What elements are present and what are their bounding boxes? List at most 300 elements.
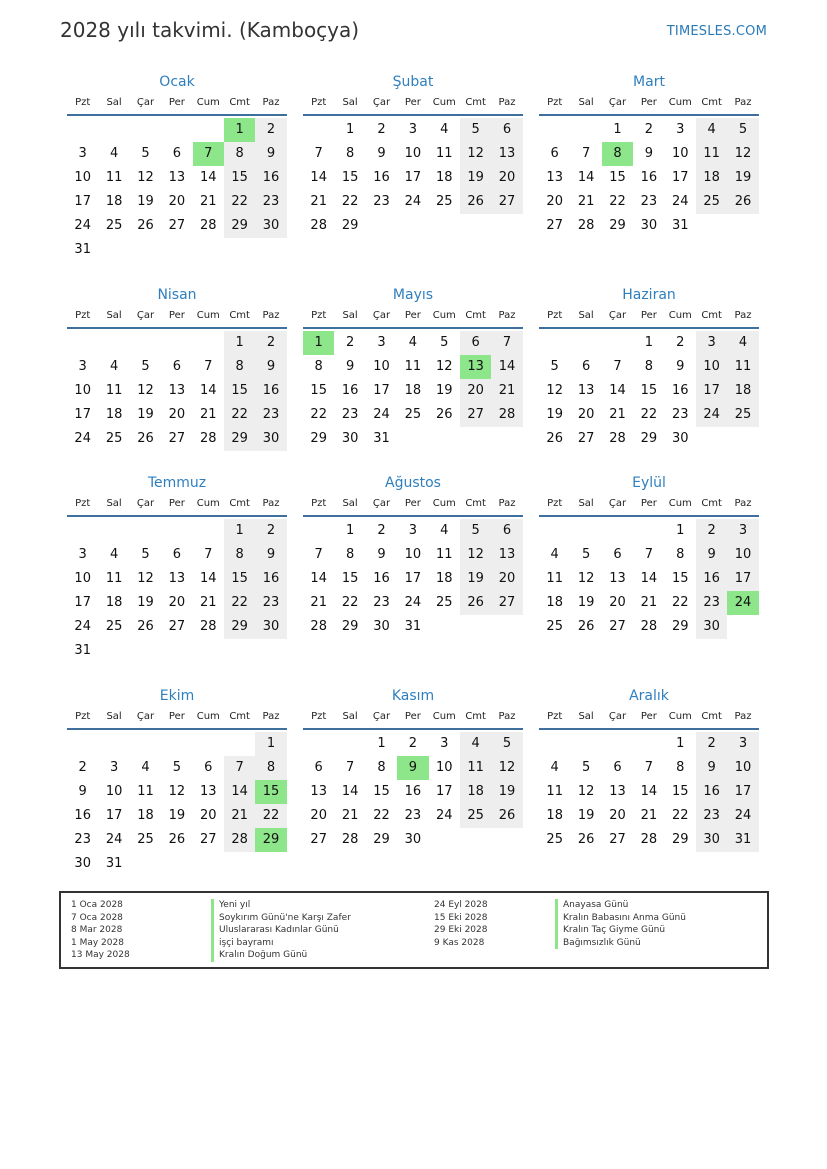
weekday-label: Cum (196, 97, 220, 108)
weekday-header (67, 305, 287, 329)
weekday-label: Sal (106, 711, 122, 722)
weekday-label: Cmt (229, 310, 250, 321)
day-cell: 10 (671, 146, 689, 161)
weekday-label: Sal (106, 97, 122, 108)
day-cell: 4 (550, 547, 559, 562)
month-name: Aralık (629, 688, 669, 704)
weekday-label: Paz (734, 711, 752, 722)
day-cell: 20 (460, 379, 491, 403)
day-cell: 28 (199, 218, 217, 233)
weekday-label: Pzt (311, 310, 327, 321)
holiday-day-cell: 8 (602, 142, 633, 166)
day-cell: 1 (644, 335, 653, 350)
day-cell: 13 (546, 170, 563, 185)
day-cell: 31 (671, 218, 689, 233)
day-cell: 13 (609, 571, 626, 586)
day-cell: 17 (696, 379, 727, 403)
day-cell: 21 (224, 804, 255, 828)
day-cell: 21 (199, 194, 217, 209)
weekday-label: Paz (734, 498, 752, 509)
empty-cell (633, 732, 664, 756)
legend-right-dates (434, 899, 488, 949)
empty-cell (334, 732, 365, 756)
day-cell: 18 (546, 595, 563, 610)
weekday-label: Çar (136, 711, 155, 722)
weekday-label: Çar (608, 711, 627, 722)
day-cell: 11 (546, 571, 563, 586)
day-cell: 24 (105, 832, 123, 847)
month-calendar (539, 473, 759, 639)
empty-cell (67, 331, 98, 355)
day-cell: 11 (696, 142, 727, 166)
day-cell: 3 (377, 335, 386, 350)
day-cell: 29 (310, 431, 327, 446)
day-cell: 20 (609, 595, 626, 610)
day-cell: 27 (168, 218, 186, 233)
weekday-label: Per (404, 711, 421, 722)
day-cell: 11 (435, 547, 453, 562)
day-cell: 17 (74, 194, 91, 209)
month-name: Mayıs (392, 287, 434, 303)
day-cell: 5 (141, 359, 150, 374)
day-cell: 23 (255, 403, 286, 427)
day-cell: 17 (74, 407, 91, 422)
weekday-label: Per (640, 97, 657, 108)
day-cell: 2 (377, 523, 386, 538)
month-calendar (67, 285, 287, 451)
day-cell: 19 (577, 808, 595, 823)
weekday-label: Cmt (701, 711, 722, 722)
day-cell: 26 (546, 431, 563, 446)
weekday-header (67, 493, 287, 517)
holiday-name: işçi bayramı (211, 937, 351, 950)
day-cell: 6 (550, 146, 559, 161)
day-cell: 12 (577, 571, 595, 586)
weekday-label: Cmt (465, 498, 486, 509)
day-cell: 15 (224, 379, 255, 403)
day-cell: 3 (440, 736, 449, 751)
empty-cell (130, 118, 161, 142)
day-cell: 8 (314, 359, 323, 374)
empty-cell (602, 519, 633, 543)
day-cell: 27 (491, 190, 522, 214)
day-cell: 17 (105, 808, 123, 823)
month-name: Ekim (159, 688, 195, 704)
day-cell: 16 (373, 170, 390, 185)
empty-cell (303, 519, 334, 543)
day-grid (67, 118, 287, 262)
day-cell: 27 (609, 832, 626, 847)
weekday-label: Pzt (311, 498, 327, 509)
day-cell: 14 (577, 170, 595, 185)
day-cell: 23 (696, 804, 727, 828)
month-calendar (539, 72, 759, 238)
month-calendar (303, 686, 523, 852)
day-cell: 22 (341, 595, 359, 610)
day-cell: 10 (404, 547, 422, 562)
day-cell: 3 (408, 523, 417, 538)
day-cell: 14 (341, 784, 359, 799)
day-cell: 11 (404, 359, 422, 374)
day-cell: 6 (172, 547, 181, 562)
empty-cell (539, 331, 570, 355)
day-cell: 13 (168, 170, 186, 185)
day-cell: 2 (255, 118, 286, 142)
day-cell: 16 (696, 567, 727, 591)
day-cell: 8 (255, 756, 286, 780)
weekday-label: Pzt (75, 711, 91, 722)
empty-cell (161, 118, 192, 142)
day-cell: 1 (676, 736, 685, 751)
weekday-label: Cum (196, 498, 220, 509)
day-cell: 9 (255, 142, 286, 166)
day-cell: 6 (613, 547, 622, 562)
day-cell: 17 (74, 595, 91, 610)
day-cell: 30 (255, 427, 286, 451)
day-cell: 25 (696, 190, 727, 214)
weekday-label: Cmt (229, 711, 250, 722)
day-cell: 15 (373, 784, 390, 799)
weekday-label: Per (168, 310, 185, 321)
day-cell: 4 (440, 523, 449, 538)
day-cell: 9 (255, 355, 286, 379)
day-cell: 24 (74, 218, 91, 233)
day-cell: 26 (137, 619, 154, 634)
day-cell: 10 (74, 383, 91, 398)
day-cell: 23 (341, 407, 359, 422)
day-cell: 10 (373, 359, 390, 374)
day-cell: 19 (546, 407, 563, 422)
day-cell: 19 (491, 780, 522, 804)
day-cell: 5 (141, 547, 150, 562)
day-cell: 23 (74, 832, 91, 847)
day-cell: 31 (727, 828, 758, 852)
day-grid (67, 331, 287, 451)
day-cell: 17 (671, 170, 689, 185)
holiday-day-cell: 15 (255, 780, 286, 804)
day-cell: 12 (168, 784, 186, 799)
day-cell: 24 (74, 431, 91, 446)
day-cell: 1 (613, 122, 622, 137)
empty-cell (224, 732, 255, 756)
day-cell: 8 (345, 146, 355, 161)
month-calendar (539, 285, 759, 451)
weekday-label: Çar (372, 310, 391, 321)
holiday-name: Bağımsızlık Günü (555, 937, 686, 950)
empty-cell (570, 519, 601, 543)
day-cell: 18 (404, 383, 422, 398)
weekday-label: Cmt (465, 310, 486, 321)
day-cell: 25 (435, 194, 453, 209)
day-cell: 3 (78, 146, 87, 161)
day-cell: 25 (105, 619, 123, 634)
day-cell: 17 (404, 170, 422, 185)
day-cell: 30 (696, 615, 727, 639)
day-cell: 25 (105, 431, 123, 446)
day-cell: 19 (137, 194, 154, 209)
day-cell: 19 (168, 808, 186, 823)
day-cell: 19 (137, 407, 154, 422)
day-cell: 19 (727, 166, 758, 190)
day-cell: 16 (341, 383, 359, 398)
day-cell: 20 (491, 567, 522, 591)
day-cell: 19 (460, 166, 491, 190)
day-cell: 15 (671, 784, 689, 799)
page-title: 2028 yılı takvimi. (Kamboçya) (60, 18, 360, 42)
day-cell: 2 (696, 732, 727, 756)
day-cell: 20 (310, 808, 327, 823)
day-cell: 16 (255, 166, 286, 190)
day-cell: 24 (671, 194, 689, 209)
day-cell: 22 (373, 808, 390, 823)
weekday-label: Cmt (229, 97, 250, 108)
legend-left-names (211, 899, 351, 962)
day-cell: 10 (74, 170, 91, 185)
day-cell: 5 (550, 359, 559, 374)
day-cell: 28 (609, 431, 626, 446)
day-cell: 2 (345, 335, 355, 350)
weekday-header (539, 305, 759, 329)
day-cell: 23 (696, 591, 727, 615)
day-cell: 29 (609, 218, 626, 233)
holiday-day-cell: 1 (224, 118, 255, 142)
day-cell: 5 (440, 335, 449, 350)
day-cell: 9 (644, 146, 653, 161)
holiday-name: Uluslararası Kadınlar Günü (211, 924, 351, 937)
day-cell: 15 (671, 571, 689, 586)
day-cell: 18 (435, 170, 453, 185)
day-cell: 4 (408, 335, 417, 350)
day-cell: 7 (581, 146, 591, 161)
day-cell: 21 (199, 595, 217, 610)
day-cell: 4 (109, 359, 119, 374)
day-cell: 29 (373, 832, 390, 847)
day-cell: 11 (105, 170, 123, 185)
day-cell: 4 (550, 760, 559, 775)
day-cell: 15 (609, 170, 626, 185)
holiday-name: Soykırım Günü'ne Karşı Zafer (211, 912, 351, 925)
holiday-date: 13 May 2028 (71, 950, 130, 960)
day-cell: 11 (105, 571, 123, 586)
holiday-name: Kralın Doğum Günü (211, 949, 351, 962)
day-cell: 27 (310, 832, 327, 847)
day-cell: 20 (546, 194, 563, 209)
legend-right-names (555, 899, 686, 949)
day-cell: 30 (696, 828, 727, 852)
day-cell: 18 (105, 194, 123, 209)
day-cell: 15 (341, 170, 359, 185)
day-cell: 26 (577, 832, 595, 847)
weekday-label: Cum (668, 498, 692, 509)
empty-cell (161, 519, 192, 543)
day-cell: 31 (74, 242, 91, 257)
weekday-label: Cmt (229, 498, 250, 509)
day-cell: 7 (613, 359, 622, 374)
day-cell: 3 (696, 331, 727, 355)
day-cell: 23 (671, 407, 689, 422)
day-cell: 15 (224, 567, 255, 591)
empty-cell (193, 519, 224, 543)
holiday-day-cell: 1 (303, 331, 334, 355)
day-cell: 25 (546, 832, 563, 847)
day-cell: 28 (577, 218, 595, 233)
weekday-label: Sal (578, 310, 594, 321)
day-cell: 29 (341, 619, 359, 634)
day-cell: 2 (377, 122, 386, 137)
day-cell: 21 (491, 379, 522, 403)
day-cell: 1 (224, 519, 255, 543)
empty-cell (193, 732, 224, 756)
weekday-label: Sal (578, 498, 594, 509)
day-cell: 8 (345, 547, 355, 562)
weekday-label: Cum (196, 310, 220, 321)
day-cell: 9 (696, 543, 727, 567)
day-cell: 14 (199, 571, 217, 586)
day-cell: 30 (255, 214, 286, 238)
month-name: Kasım (391, 688, 435, 704)
month-name: Haziran (622, 287, 676, 303)
day-cell: 6 (491, 519, 522, 543)
day-cell: 3 (78, 359, 87, 374)
day-grid (539, 118, 759, 238)
day-cell: 13 (310, 784, 327, 799)
day-cell: 3 (408, 122, 417, 137)
month-calendar (67, 686, 287, 876)
weekday-label: Paz (498, 310, 516, 321)
day-cell: 9 (255, 543, 286, 567)
weekday-label: Sal (578, 711, 594, 722)
day-cell: 25 (546, 619, 563, 634)
day-cell: 12 (137, 170, 154, 185)
weekday-label: Pzt (75, 97, 91, 108)
day-cell: 26 (137, 431, 154, 446)
month-calendar (303, 72, 523, 238)
month-calendar (303, 285, 523, 451)
weekday-label: Çar (136, 310, 155, 321)
day-cell: 18 (435, 571, 453, 586)
day-cell: 20 (491, 166, 522, 190)
day-grid (67, 519, 287, 663)
day-cell: 26 (435, 407, 453, 422)
day-cell: 13 (491, 142, 522, 166)
holiday-legend (59, 891, 769, 969)
holiday-name: Anayasa Günü (555, 899, 686, 912)
empty-cell (539, 732, 570, 756)
day-cell: 20 (609, 808, 626, 823)
site-link[interactable]: TIMESLES.COM (666, 24, 767, 39)
holiday-date: 29 Eki 2028 (434, 925, 488, 935)
day-cell: 14 (640, 571, 658, 586)
day-cell: 29 (224, 214, 255, 238)
day-cell: 4 (727, 331, 758, 355)
day-cell: 15 (341, 571, 359, 586)
day-cell: 19 (435, 383, 453, 398)
weekday-header (67, 706, 287, 730)
day-cell: 30 (341, 431, 359, 446)
day-cell: 9 (345, 359, 355, 374)
weekday-label: Sal (106, 310, 122, 321)
weekday-label: Paz (498, 498, 516, 509)
day-cell: 6 (314, 760, 323, 775)
day-cell: 5 (581, 547, 591, 562)
day-cell: 14 (491, 355, 522, 379)
day-cell: 14 (199, 170, 217, 185)
day-cell: 11 (546, 784, 563, 799)
day-cell: 9 (676, 359, 685, 374)
month-name: Ağustos (385, 475, 441, 491)
day-cell: 10 (74, 571, 91, 586)
day-cell: 30 (640, 218, 658, 233)
day-cell: 10 (696, 355, 727, 379)
day-cell: 5 (581, 760, 591, 775)
holiday-day-cell: 13 (460, 355, 491, 379)
day-cell: 3 (727, 519, 758, 543)
weekday-label: Sal (342, 97, 358, 108)
day-cell: 12 (546, 383, 563, 398)
weekday-label: Paz (262, 97, 280, 108)
day-cell: 2 (696, 519, 727, 543)
weekday-label: Paz (262, 310, 280, 321)
weekday-label: Paz (734, 310, 752, 321)
day-cell: 16 (373, 571, 390, 586)
weekday-label: Çar (608, 498, 627, 509)
empty-cell (161, 732, 192, 756)
weekday-label: Sal (342, 711, 358, 722)
day-cell: 22 (640, 407, 658, 422)
holiday-date: 8 Mar 2028 (71, 925, 123, 935)
day-cell: 28 (341, 832, 359, 847)
day-cell: 16 (255, 567, 286, 591)
day-cell: 24 (74, 619, 91, 634)
day-cell: 12 (137, 383, 154, 398)
day-cell: 9 (377, 146, 386, 161)
day-cell: 31 (373, 431, 390, 446)
day-cell: 24 (404, 194, 422, 209)
weekday-label: Çar (372, 498, 391, 509)
day-cell: 23 (255, 591, 286, 615)
day-cell: 2 (644, 122, 653, 137)
day-cell: 18 (546, 808, 563, 823)
day-grid (539, 331, 759, 451)
day-cell: 10 (727, 543, 758, 567)
weekday-label: Per (640, 498, 657, 509)
month-name: Eylül (632, 475, 666, 491)
day-cell: 5 (141, 146, 150, 161)
empty-cell (570, 732, 601, 756)
day-cell: 27 (491, 591, 522, 615)
empty-cell (67, 732, 98, 756)
day-cell: 26 (460, 190, 491, 214)
day-cell: 29 (224, 427, 255, 451)
day-grid (303, 519, 523, 639)
month-name: Şubat (392, 74, 434, 90)
day-cell: 16 (640, 170, 658, 185)
holiday-day-cell: 29 (255, 828, 286, 852)
day-cell: 8 (676, 547, 685, 562)
weekday-label: Per (640, 310, 657, 321)
weekday-label: Per (168, 498, 185, 509)
empty-cell (303, 118, 334, 142)
day-cell: 12 (577, 784, 595, 799)
month-name: Temmuz (147, 475, 207, 491)
weekday-label: Çar (372, 711, 391, 722)
day-cell: 7 (204, 359, 213, 374)
day-cell: 28 (491, 403, 522, 427)
holiday-date: 7 Oca 2028 (71, 912, 123, 923)
weekday-label: Cum (432, 97, 456, 108)
weekday-label: Cum (668, 711, 692, 722)
weekday-header (303, 493, 523, 517)
